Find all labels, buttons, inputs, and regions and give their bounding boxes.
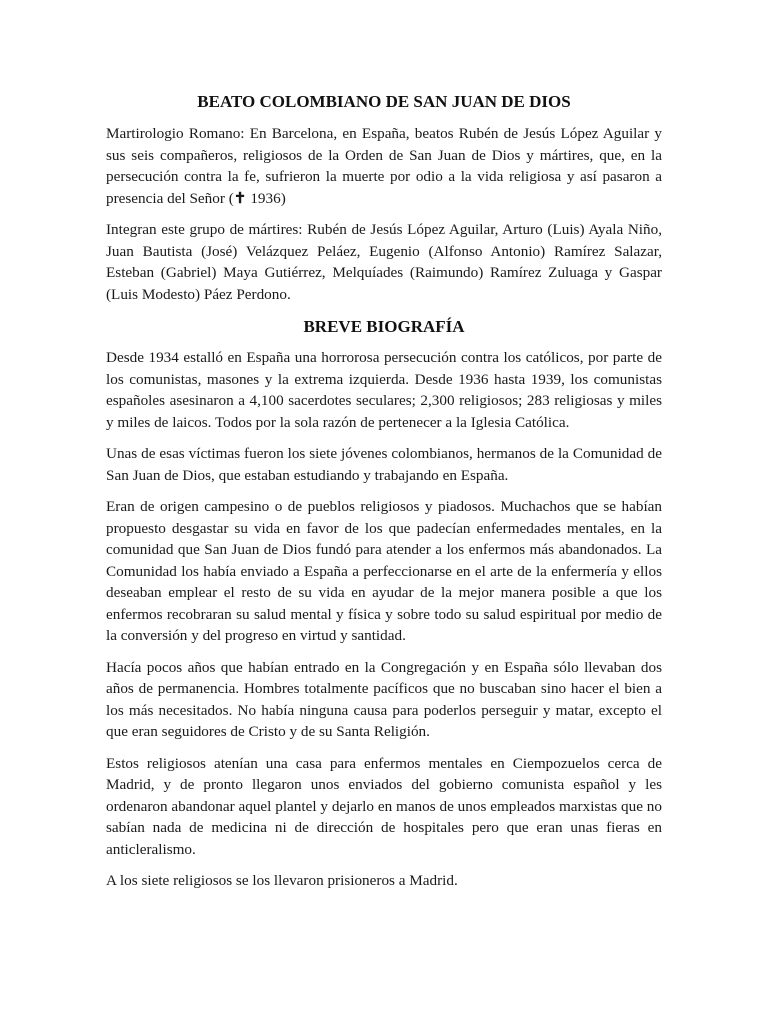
bio-paragraph: Hacía pocos años que habían entrado en la Congregación y en España sólo llevaban dos años de permanencia. Hombres totalmente pacíficos que no buscaban sino hacer el bien a los más necesitados. No había ninguna causa para poderlos perseguir y matar, excepto el que eran seguidores de Cristo y de su Santa Religión. [106, 658, 662, 740]
bio-paragraph: Unas de esas víctimas fueron los siete jóvenes colombianos, hermanos de la Comunidad de San Juan de Dios, que estaban estudiando y trabajando en España. [106, 445, 662, 484]
intro-text: Martirologio Romano: En Barcelona, en España, beatos Rubén de Jesús López Aguilar y sus seis compañeros, religiosos de la Orden de San Juan de Dios y mártires, que, en la persecución contra la fe, sufrieron la muerte por odio a la vida religiosa y así pasaron a presencia del Señor ( [106, 125, 662, 207]
document-title: BEATO COLOMBIANO DE SAN JUAN DE DIOS [197, 92, 571, 111]
bio-paragraph: Eran de origen campesino o de pueblos religiosos y piadosos. Muchachos que se habían propuesto desgastar su vida en favor de los que padecían enfermedades mentales, en la comunidad que San Juan de Dios fundó para atender a los enfermos más abandonados. La Comunidad los había enviado a España a perfeccionarse en el arte de la enfermería y ellos deseaban emplear el resto de su vida en ayudar de la mejor manera posible a que los enfermos recobraran su salud mental y física y sobre todo su salud espiritual por medio de la conversión y del progreso en virtud y santidad. [106, 498, 662, 644]
martyrs-group-paragraph: Integran este grupo de mártires: Rubén de Jesús López Aguilar, Arturo (Luis) Ayala Niño, Juan Bautista (José) Velázquez Peláez, Eugenio (Alfonso Antonio) Ramírez Salazar, Esteban (Gabriel) Maya Gutiérrez, Melquíades (Raimundo) Ramírez Zuluaga y Gaspar (Luis Modesto) Páez Perdono. [106, 221, 662, 303]
document-page [106, 90, 662, 902]
bio-paragraph: Desde 1934 estalló en España una horrorosa persecución contra los católicos, por parte de los comunistas, masones y la extrema izquierda. Desde 1936 hasta 1939, los comunistas españoles asesinaron a 4,100 sacerdotes seculares; 2,300 religiosos; 283 religiosas y miles y miles de laicos. Todos por la sola razón de pertenecer a la Iglesia Católica. [106, 349, 662, 431]
section-heading: BREVE BIOGRAFÍA [303, 317, 465, 336]
bio-paragraph: A los siete religiosos se los llevaron prisioneros a Madrid. [106, 872, 458, 889]
intro-paragraph [106, 123, 662, 209]
intro-year: 1936) [250, 189, 286, 207]
bio-paragraph: Estos religiosos atenían una casa para enfermos mentales en Ciempozuelos cerca de Madrid, y de pronto llegaron unos enviados del gobierno comunista español y les ordenaron abandonar aquel plantel y dejarlo en manos de unos empleados marxistas que no sabían nada de medicina ni de dirección de hospitales pero que eran unas fieras en anticleralismo. [106, 754, 662, 858]
cross-icon: ✝ [233, 189, 247, 207]
